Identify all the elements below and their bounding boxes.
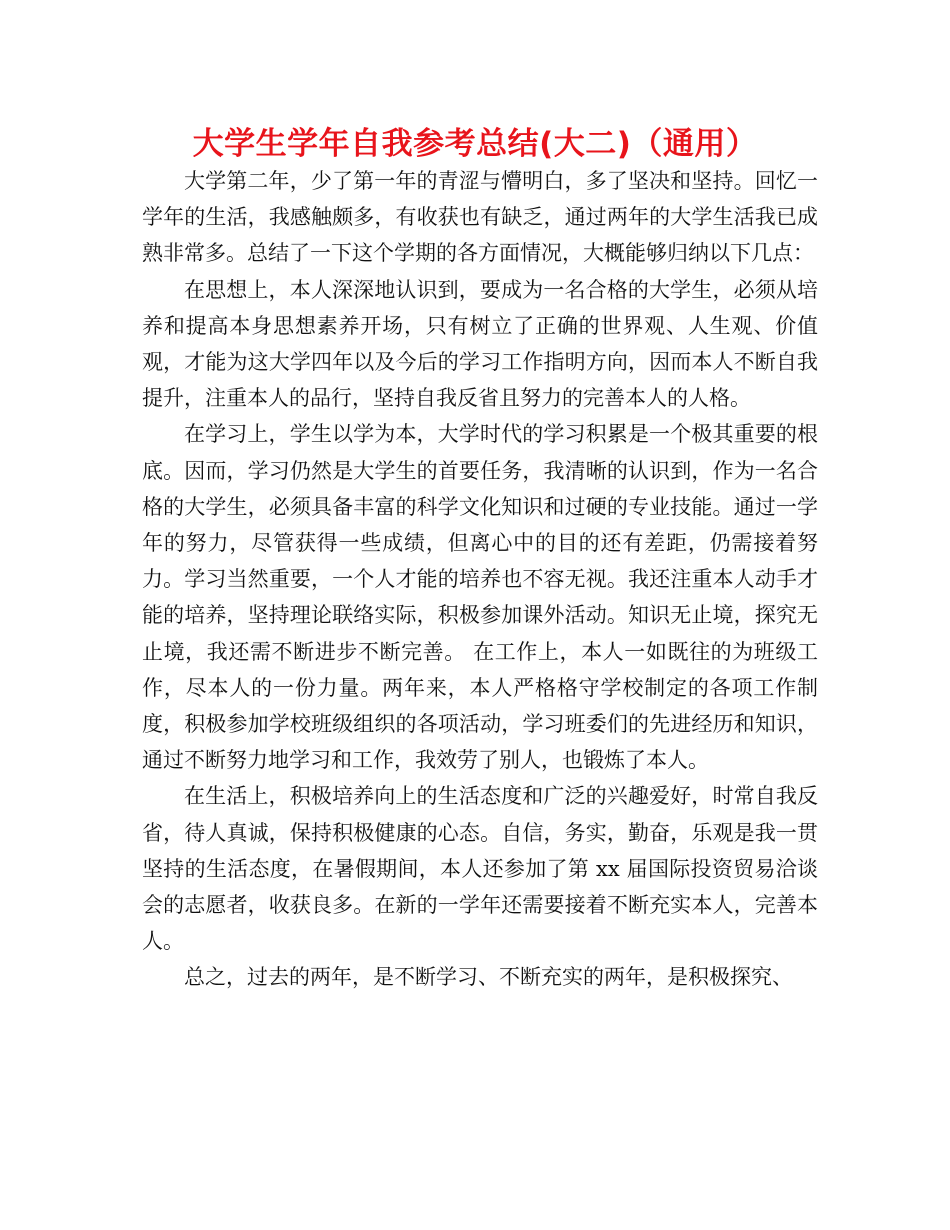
paragraph-study-work: 在学习上，学生以学为本，大学时代的学习积累是一个极其重要的根底。因而，学习仍然是大学生的首要任务，我清晰的认识到，作为一名合格的大学生，必须具备丰富的科学文化知识和过硬的专业技能。通过一学年的努力，尽管获得一些成绩，但离心中的目的还有差距，仍需接着努力。学习当然重要，一个人才能的培养也不容无视。我还注重本人动手才能的培养，坚持理论联络实际，积极参加课外活动。知识无止境，探究无止境，我还需不断进步不断完善。 在工作上，本人一如既往的为班级工作，尽本人的一份力量。两年来，本人严格格守学校制定的各项工作制度，积极参加学校班级组织的各项活动，学习班委们的先进经历和知识，通过不断努力地学习和工作，我效劳了别人，也锻炼了本人。: [142, 422, 818, 773]
document-title: 大学生学年自我参考总结(大二)（通用）: [192, 126, 758, 162]
paragraph-intro: 大学第二年，少了第一年的青涩与懵明白，多了坚决和坚持。回忆一学年的生活，我感触颇多，有收获也有缺乏，通过两年的大学生活我已成熟非常多。总结了一下这个学期的各方面情况，大概能够归纳以下几点：: [142, 169, 818, 266]
paragraph-life: 在生活上，积极培养向上的生活态度和广泛的兴趣爱好，时常自我反省，待人真诚，保持积极健康的心态。自信，务实，勤奋，乐观是我一贯坚持的生活态度，在暑假期间，本人还参加了第 xx 届国际投资贸易洽谈会的志愿者，收获良多。在新的一学年还需要接着不断充实本人，完善本人。: [142, 784, 818, 954]
document-body: [142, 163, 818, 996]
paragraph-thought: 在思想上，本人深深地认识到，要成为一名合格的大学生，必须从培养和提高本身思想素养开场，只有树立了正确的世界观、人生观、价值观，才能为这大学四年以及今后的学习工作指明方向，因而本人不断自我提升，注重本人的品行，坚持自我反省且努力的完善本人的人格。: [142, 277, 818, 411]
paragraph-conclusion: 总之，过去的两年，是不断学习、不断充实的两年，是积极探究、: [184, 965, 793, 990]
